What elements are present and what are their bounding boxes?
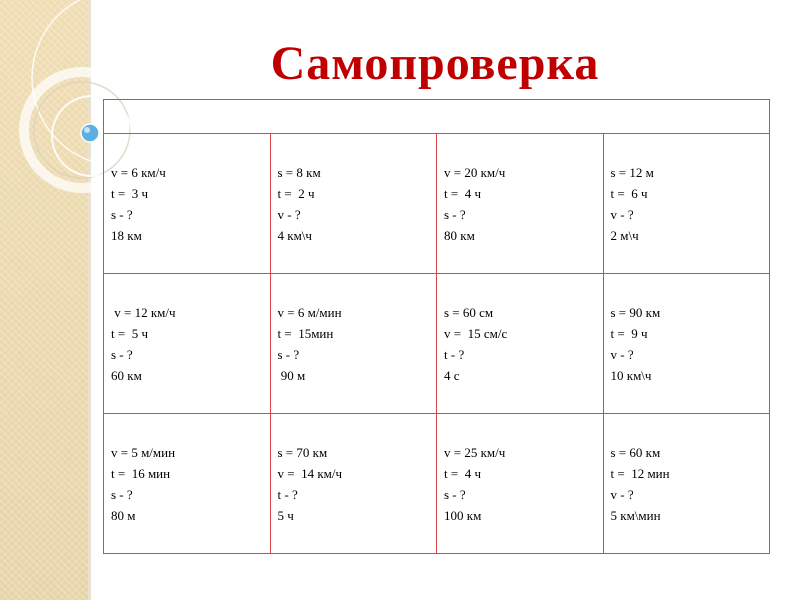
problem-line: s - ? [111,346,133,362]
problem-cell [270,274,437,414]
problem-cell [270,134,437,274]
table-row [104,274,770,414]
problem-line: s - ? [444,486,466,502]
answer-text: 18 км [111,227,142,243]
problem-cell [104,414,271,554]
problem-cell [104,134,271,274]
problem-line: v = 12 км/ч [111,304,176,320]
answer-text: 10 км\ч [610,367,652,383]
problem-line: s - ? [444,206,466,222]
problem-line: v - ? [610,486,634,502]
problem-cell [603,274,770,414]
problem-line: v = 5 м/мин [111,444,176,460]
problem-line: t = 3 ч [111,185,148,201]
answers-table [103,99,770,554]
problem-cell [437,134,604,274]
answer-text: 80 м [111,507,136,523]
problem-cell [603,134,770,274]
table-header-row [104,100,770,134]
problem-line: v = 6 м/мин [277,304,342,320]
answer-text: 2 м\ч [610,227,639,243]
problem-line: s = 60 км [610,444,661,460]
problem-line: s = 60 см [444,304,494,320]
problem-line: v = 15 см/с [444,325,508,341]
page-title: Самопроверка [270,37,600,90]
problem-cell [437,414,604,554]
problem-line: t = 4 ч [444,465,481,481]
problem-line: t = 12 мин [610,465,670,481]
problem-cell [270,414,437,554]
problem-line: v - ? [277,206,301,222]
problem-cell [437,274,604,414]
answer-text: 100 км [444,507,482,523]
problem-line: t = 15мин [277,325,334,341]
problem-line: t = 16 мин [111,465,171,481]
problem-line: t = 4 ч [444,185,481,201]
problem-line: s = 8 км [277,164,321,180]
problem-line: t = 2 ч [277,185,315,201]
problem-line: v = 20 км/ч [444,164,506,180]
problem-line: t = 9 ч [610,325,648,341]
problem-cell [603,414,770,554]
problem-cell [104,274,271,414]
problem-line: s - ? [111,206,133,222]
problem-line: v = 6 км/ч [111,164,166,180]
problem-line: s - ? [277,346,300,362]
answer-text: 5 км\мин [610,507,661,523]
decorative-bead-icon [81,124,99,142]
problem-line: t - ? [277,486,298,502]
problem-line: v - ? [610,206,634,222]
problem-line: s = 12 м [610,164,654,180]
problem-line: v = 25 км/ч [444,444,506,460]
problem-line: s = 90 км [610,304,661,320]
answer-text: 4 с [444,367,460,383]
problem-line: t = 5 ч [111,325,148,341]
table-row [104,134,770,274]
table-row [104,414,770,554]
problem-line: s = 70 км [277,444,328,460]
answer-text: 80 км [444,227,475,243]
answer-text: 90 м [277,367,306,383]
problem-line: v = 14 км/ч [277,465,343,481]
table-body [104,134,770,554]
problem-line: s - ? [111,486,133,502]
problem-line: t - ? [444,346,465,362]
problem-line: v - ? [610,346,634,362]
problem-line: t = 6 ч [610,185,648,201]
answer-text: 4 км\ч [277,227,312,243]
answer-text: 60 км [111,367,142,383]
table-header-cell [104,100,770,134]
answer-text: 5 ч [277,507,294,523]
